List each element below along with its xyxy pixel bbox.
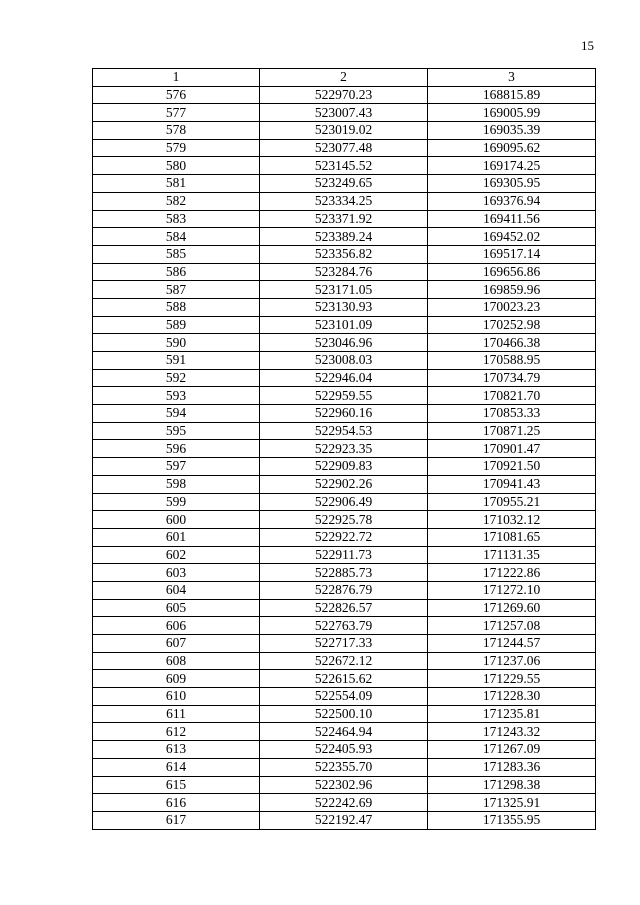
x-coordinate-cell: 522242.69 <box>260 794 428 812</box>
y-coordinate-cell: 169376.94 <box>428 192 596 210</box>
table-row <box>93 334 596 352</box>
point-number-cell: 612 <box>93 723 260 741</box>
y-coordinate-cell: 171237.06 <box>428 652 596 670</box>
y-coordinate-cell: 169095.62 <box>428 139 596 157</box>
point-number-cell: 595 <box>93 422 260 440</box>
table-row <box>93 635 596 653</box>
x-coordinate-cell: 522826.57 <box>260 599 428 617</box>
point-number-cell: 580 <box>93 157 260 175</box>
column-header-1: 1 <box>93 69 260 87</box>
point-number-cell: 591 <box>93 352 260 370</box>
y-coordinate-cell: 170871.25 <box>428 422 596 440</box>
table-row <box>93 458 596 476</box>
y-coordinate-cell: 170821.70 <box>428 387 596 405</box>
table-row <box>93 422 596 440</box>
y-coordinate-cell: 170588.95 <box>428 352 596 370</box>
point-number-cell: 614 <box>93 758 260 776</box>
point-number-cell: 578 <box>93 122 260 140</box>
point-number-cell: 602 <box>93 546 260 564</box>
x-coordinate-cell: 522615.62 <box>260 670 428 688</box>
table-row <box>93 104 596 122</box>
point-number-cell: 608 <box>93 652 260 670</box>
table-row <box>93 369 596 387</box>
table-row <box>93 157 596 175</box>
point-number-cell: 606 <box>93 617 260 635</box>
table-row <box>93 210 596 228</box>
point-number-cell: 584 <box>93 228 260 246</box>
table-row <box>93 794 596 812</box>
table-row <box>93 599 596 617</box>
x-coordinate-cell: 522763.79 <box>260 617 428 635</box>
x-coordinate-cell: 523145.52 <box>260 157 428 175</box>
x-coordinate-cell: 522911.73 <box>260 546 428 564</box>
point-number-cell: 588 <box>93 298 260 316</box>
x-coordinate-cell: 522959.55 <box>260 387 428 405</box>
x-coordinate-cell: 523077.48 <box>260 139 428 157</box>
y-coordinate-cell: 171272.10 <box>428 581 596 599</box>
point-number-cell: 597 <box>93 458 260 476</box>
table-row <box>93 776 596 794</box>
y-coordinate-cell: 169005.99 <box>428 104 596 122</box>
table-row <box>93 581 596 599</box>
y-coordinate-cell: 171267.09 <box>428 741 596 759</box>
y-coordinate-cell: 170901.47 <box>428 440 596 458</box>
x-coordinate-cell: 522717.33 <box>260 635 428 653</box>
x-coordinate-cell: 523046.96 <box>260 334 428 352</box>
table-row <box>93 493 596 511</box>
x-coordinate-cell: 522906.49 <box>260 493 428 511</box>
y-coordinate-cell: 169859.96 <box>428 281 596 299</box>
x-coordinate-cell: 522876.79 <box>260 581 428 599</box>
x-coordinate-cell: 523371.92 <box>260 210 428 228</box>
table-row <box>93 86 596 104</box>
x-coordinate-cell: 523171.05 <box>260 281 428 299</box>
point-number-cell: 594 <box>93 405 260 423</box>
x-coordinate-cell: 522902.26 <box>260 475 428 493</box>
point-number-cell: 601 <box>93 528 260 546</box>
column-header-3: 3 <box>428 69 596 87</box>
point-number-cell: 611 <box>93 705 260 723</box>
point-number-cell: 590 <box>93 334 260 352</box>
y-coordinate-cell: 169656.86 <box>428 263 596 281</box>
table-row <box>93 298 596 316</box>
y-coordinate-cell: 171244.57 <box>428 635 596 653</box>
point-number-cell: 577 <box>93 104 260 122</box>
point-number-cell: 600 <box>93 511 260 529</box>
x-coordinate-cell: 522885.73 <box>260 564 428 582</box>
y-coordinate-cell: 170023.23 <box>428 298 596 316</box>
x-coordinate-cell: 522554.09 <box>260 688 428 706</box>
point-number-cell: 599 <box>93 493 260 511</box>
point-number-cell: 585 <box>93 245 260 263</box>
y-coordinate-cell: 169452.02 <box>428 228 596 246</box>
table-row <box>93 511 596 529</box>
point-number-cell: 583 <box>93 210 260 228</box>
point-number-cell: 615 <box>93 776 260 794</box>
table-row <box>93 528 596 546</box>
y-coordinate-cell: 170955.21 <box>428 493 596 511</box>
y-coordinate-cell: 170734.79 <box>428 369 596 387</box>
x-coordinate-cell: 522970.23 <box>260 86 428 104</box>
point-number-cell: 604 <box>93 581 260 599</box>
x-coordinate-cell: 522355.70 <box>260 758 428 776</box>
table-row <box>93 723 596 741</box>
x-coordinate-cell: 522923.35 <box>260 440 428 458</box>
x-coordinate-cell: 522922.72 <box>260 528 428 546</box>
y-coordinate-cell: 170941.43 <box>428 475 596 493</box>
point-number-cell: 582 <box>93 192 260 210</box>
table-row <box>93 352 596 370</box>
table-row <box>93 546 596 564</box>
table-row <box>93 387 596 405</box>
point-number-cell: 587 <box>93 281 260 299</box>
y-coordinate-cell: 171081.65 <box>428 528 596 546</box>
y-coordinate-cell: 169305.95 <box>428 175 596 193</box>
x-coordinate-cell: 522909.83 <box>260 458 428 476</box>
x-coordinate-cell: 523334.25 <box>260 192 428 210</box>
table-row <box>93 811 596 829</box>
table-row <box>93 405 596 423</box>
x-coordinate-cell: 523008.03 <box>260 352 428 370</box>
x-coordinate-cell: 522405.93 <box>260 741 428 759</box>
point-number-cell: 589 <box>93 316 260 334</box>
y-coordinate-cell: 169035.39 <box>428 122 596 140</box>
point-number-cell: 603 <box>93 564 260 582</box>
point-number-cell: 616 <box>93 794 260 812</box>
x-coordinate-cell: 522302.96 <box>260 776 428 794</box>
table-row <box>93 263 596 281</box>
point-number-cell: 576 <box>93 86 260 104</box>
x-coordinate-cell: 523284.76 <box>260 263 428 281</box>
y-coordinate-cell: 171032.12 <box>428 511 596 529</box>
y-coordinate-cell: 171283.36 <box>428 758 596 776</box>
y-coordinate-cell: 169517.14 <box>428 245 596 263</box>
x-coordinate-cell: 523019.02 <box>260 122 428 140</box>
point-number-cell: 605 <box>93 599 260 617</box>
table-row <box>93 688 596 706</box>
y-coordinate-cell: 170921.50 <box>428 458 596 476</box>
x-coordinate-cell: 522925.78 <box>260 511 428 529</box>
x-coordinate-cell: 522960.16 <box>260 405 428 423</box>
table-row <box>93 281 596 299</box>
table-row <box>93 192 596 210</box>
table-row <box>93 316 596 334</box>
y-coordinate-cell: 169174.25 <box>428 157 596 175</box>
point-number-cell: 586 <box>93 263 260 281</box>
x-coordinate-cell: 522500.10 <box>260 705 428 723</box>
table-row <box>93 617 596 635</box>
table-row <box>93 175 596 193</box>
table-row <box>93 741 596 759</box>
table-row <box>93 245 596 263</box>
table-row <box>93 758 596 776</box>
table-row <box>93 475 596 493</box>
x-coordinate-cell: 522672.12 <box>260 652 428 670</box>
coordinates-table <box>92 68 596 830</box>
point-number-cell: 617 <box>93 811 260 829</box>
x-coordinate-cell: 522954.53 <box>260 422 428 440</box>
page-number: 15 <box>581 38 594 53</box>
x-coordinate-cell: 522192.47 <box>260 811 428 829</box>
x-coordinate-cell: 522946.04 <box>260 369 428 387</box>
y-coordinate-cell: 170252.98 <box>428 316 596 334</box>
column-header-2: 2 <box>260 69 428 87</box>
y-coordinate-cell: 171257.08 <box>428 617 596 635</box>
point-number-cell: 592 <box>93 369 260 387</box>
x-coordinate-cell: 523389.24 <box>260 228 428 246</box>
table-row <box>93 652 596 670</box>
y-coordinate-cell: 171229.55 <box>428 670 596 688</box>
x-coordinate-cell: 523101.09 <box>260 316 428 334</box>
y-coordinate-cell: 171222.86 <box>428 564 596 582</box>
point-number-cell: 593 <box>93 387 260 405</box>
point-number-cell: 581 <box>93 175 260 193</box>
table-row <box>93 705 596 723</box>
y-coordinate-cell: 171243.32 <box>428 723 596 741</box>
x-coordinate-cell: 523356.82 <box>260 245 428 263</box>
y-coordinate-cell: 171269.60 <box>428 599 596 617</box>
y-coordinate-cell: 171325.91 <box>428 794 596 812</box>
point-number-cell: 609 <box>93 670 260 688</box>
y-coordinate-cell: 171228.30 <box>428 688 596 706</box>
x-coordinate-cell: 523249.65 <box>260 175 428 193</box>
y-coordinate-cell: 169411.56 <box>428 210 596 228</box>
table-body <box>93 86 596 829</box>
y-coordinate-cell: 171298.38 <box>428 776 596 794</box>
x-coordinate-cell: 523007.43 <box>260 104 428 122</box>
y-coordinate-cell: 171355.95 <box>428 811 596 829</box>
point-number-cell: 596 <box>93 440 260 458</box>
y-coordinate-cell: 170853.33 <box>428 405 596 423</box>
table-row <box>93 139 596 157</box>
table-row <box>93 122 596 140</box>
y-coordinate-cell: 171235.81 <box>428 705 596 723</box>
point-number-cell: 610 <box>93 688 260 706</box>
y-coordinate-cell: 168815.89 <box>428 86 596 104</box>
table-row <box>93 564 596 582</box>
y-coordinate-cell: 170466.38 <box>428 334 596 352</box>
point-number-cell: 598 <box>93 475 260 493</box>
table-row <box>93 670 596 688</box>
point-number-cell: 613 <box>93 741 260 759</box>
table-row <box>93 440 596 458</box>
x-coordinate-cell: 523130.93 <box>260 298 428 316</box>
point-number-cell: 607 <box>93 635 260 653</box>
y-coordinate-cell: 171131.35 <box>428 546 596 564</box>
x-coordinate-cell: 522464.94 <box>260 723 428 741</box>
table-header-row <box>93 69 596 87</box>
point-number-cell: 579 <box>93 139 260 157</box>
table-row <box>93 228 596 246</box>
